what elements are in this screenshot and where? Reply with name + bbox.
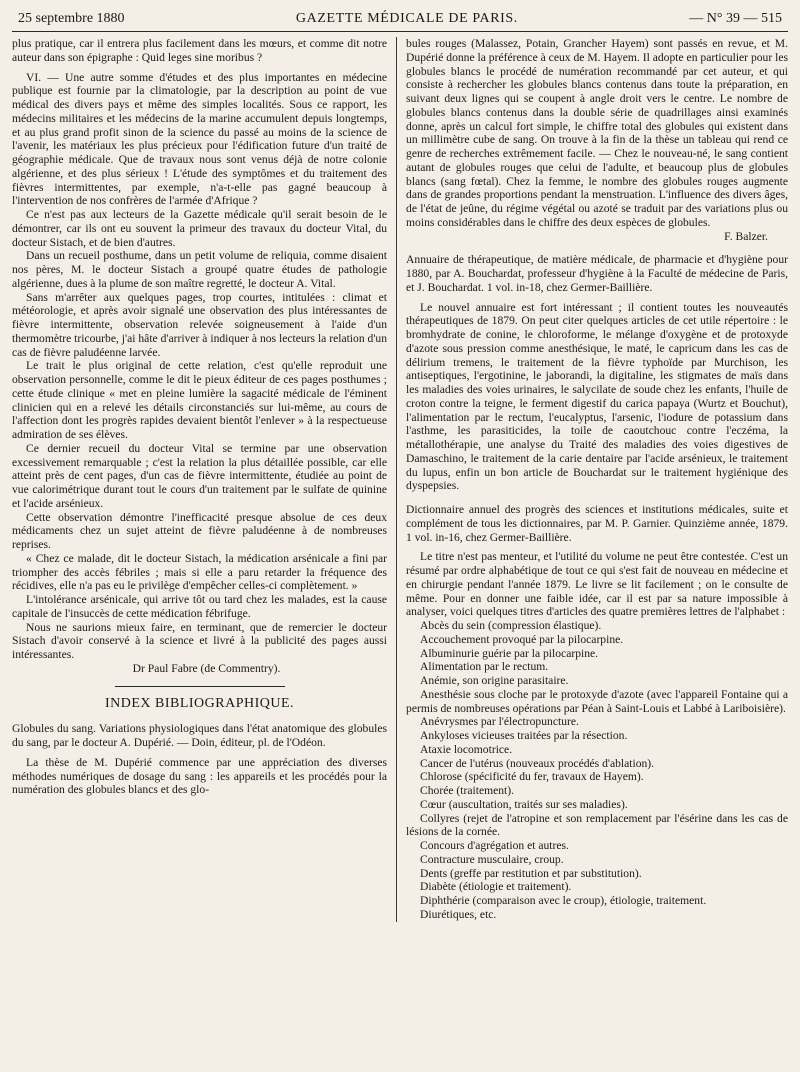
paragraph: L'intolérance arsénicale, qui arrive tôt ou tard chez les malades, est la cause capitale de l'insuccès de cette médication fébrifuge. bbox=[12, 593, 388, 620]
list-item: Concours d'agrégation et autres. bbox=[420, 839, 569, 852]
journal-title: GAZETTE MÉDICALE DE PARIS. bbox=[295, 11, 518, 26]
issue-number: — N° 39 — 515 bbox=[689, 11, 782, 26]
paragraph: Cette observation démontre l'inefficacité presque absolue de ces deux médicaments chez un sujet atteint de fièvre paludéenne à de nombreuses reprises. bbox=[12, 510, 388, 551]
paragraph: Ce dernier recueil du docteur Vital se termine par une observation excessivement remarquable ; c'est la relation la plus détaillée possible, car elle atteint près de cent pages, d'un cas de fièvre intermittente, étudiée au point de vue calorimétrique durant tout le cours d'un traitement par le sulfate de quinine et l'acide arsénieux. bbox=[12, 441, 388, 510]
list-item: Diabète (étiologie et traitement). bbox=[420, 880, 572, 894]
list-item: Accouchement provoqué par la pilocarpine. bbox=[420, 632, 624, 646]
paragraph: Le titre n'est pas menteur, et l'utilité du volume ne peut être contestée. C'est un résumé par ordre alphabétique de tout ce qui s'est fait de nouveau en médecine et en chirurgie pendant l'année 1879. Le livre se lit facilement ; on le consulte de même. Pour en donner une faible idée, car il est par sa nature impossible à analyser, voici quelques titres d'articles des quatre premières lettres de l'alphabet : bbox=[406, 550, 788, 619]
paragraph: Dans un recueil posthume, dans un petit volume de reliquia, comme disaient nos pères, M. le docteur Sistach a groupé quatre études de pathologie algérienne, dues à la plume de son maître regretté, le docteur A. Vital. bbox=[12, 249, 388, 290]
list-item: Diurétiques, etc. bbox=[420, 907, 497, 921]
section-divider bbox=[115, 686, 285, 687]
list-item: Abcès du sein (compression élastique). bbox=[420, 619, 602, 632]
bibliography-entry: Dictionnaire annuel des progrès des sciences et institutions médicales, suite et complément de tous les dictionnaires, par M. P. Garnier. Quinzième année, 1879. 1 vol. in-16, chez Germer-Baillière. bbox=[406, 503, 788, 544]
paragraph: plus pratique, car il entrera plus facilement dans les mœurs, et comme dit notre auteur dans son épigraphe : Quid leges sine moribus ? bbox=[12, 37, 388, 64]
list-item: Collyres (rejet de l'atropine et son remplacement par l'ésérine dans les cas de lésions de la cornée. bbox=[406, 811, 788, 839]
paragraph: Le trait le plus original de cette relation, c'est qu'elle reproduit une observation personnelle, comme le dit le pieux éditeur de ces pages posthumes ; cette étude clinique « met en pleine lumière la sagacité médicale de l'éminent clinicien qui en a relevé les détails circonstanciés sur lui-même, au cours de l'affection dont les progrès rapides devaient bientôt l'enlever » à la respectueuse admiration de ses élèves. bbox=[12, 359, 388, 441]
paragraph: bules rouges (Malassez, Potain, Grancher Hayem) sont passés en revue, et M. Dupérié donne la préférence à ceux de M. Hayem. Il adopte en particulier pour les globules blancs le procédé de numération recommandé par cet auteur, et qui consiste à rechercher les globules blancs contenus dans toute la préparation, en suivant deux lignes qui se coupent à angle droit vers le centre. Le nombre de globules blancs contenus dans la double série de quadrillages ainsi examinés donne, après un calcul fort simple, le chiffre total des globules qui existent dans un millimètre cube de sang. On trouve à la fin de la thèse un tableau qui rend ce genre de recherches extrêmement facile. — Chez le nouveau-né, le sang contient autant de globules rouges que celui de l'adulte, et beaucoup plus de globules blancs (sang fœtal). Chez la femme, le nombre des globules rouges augmente dans de grandes proportions pendant la menstruation. L'influence des divers âges, de l'état de jeûne, du régime végétal ou azoté se traduit par des variations plus ou moins considérables dans le chiffre des deux espèces de globules. bbox=[406, 37, 788, 229]
list-item: Cancer de l'utérus (nouveaux procédés d'ablation). bbox=[420, 756, 655, 770]
right-column bbox=[397, 37, 788, 922]
list-item: Anévrysmes par l'électropuncture. bbox=[420, 715, 579, 729]
article-title-list bbox=[406, 619, 788, 922]
list-item: Contracture musculaire, croup. bbox=[420, 852, 564, 866]
paragraph: Le nouvel annuaire est fort intéressant ; il contient toutes les nouveautés thérapeutiques de 1879. On peut citer quelques articles de cet utile répertoire : le bromhydrate de conine, le chloroforme, le mélange d'oxygène et de protoxyde d'azote sous pression comme anesthésique, le maté, le capricum dans les cas de délirium tremens, le traitement de la fièvre typhoïde par Murchison, les antiseptiques, l'ergotinine, le jaborandi, la digitaline, les stigmates de maïs dans les maladies des voies urinaires, le salycilate de soude chez les enfants, l'huile de croton contre la teigne, le ferment digestif du carica papaya (Wurtz et Bouchut), l'alimentation par le rectum, l'eucalyptus, l'arsenic, l'iodure de potassium dans l'asthme, les parasiticides, la toile de caoutchouc contre l'eczéma, la métallothérapie, une analyse du Traité des maladies des voies digestives de Damaschino, le traitement de la carie dentaire par l'acide arsénieux, le traitement du lupus, enfin un bon article de Bouchardat sur le traitement hygiénique des dyspepsies. bbox=[406, 300, 788, 493]
list-item: Ataxie locomotrice. bbox=[420, 742, 513, 756]
paragraph: Ce n'est pas aux lecteurs de la Gazette médicale qu'il serait besoin de le démontrer, car ils ont eu souvent la primeur des travaux du docteur Vital, du docteur Sistach, et de bien d'autres. bbox=[12, 208, 388, 249]
paragraph: La thèse de M. Dupérié commence par une appréciation des diverses méthodes numériques de dosage du sang : les appareils et les procédés pour la numération des globules blancs et des glo- bbox=[12, 755, 388, 797]
header-date: 25 septembre 1880 bbox=[18, 11, 125, 26]
left-column bbox=[12, 37, 397, 922]
list-item: Dents (greffe par restitution et par substitution). bbox=[420, 866, 642, 880]
list-item: Chorée (traitement). bbox=[420, 784, 515, 797]
list-item: Anémie, son origine parasitaire. bbox=[420, 674, 569, 687]
paragraph: VI. — Une autre somme d'études et des plus importantes en médecine publique est fournie par la climatologie, par la description au point de vue médical des divers pays et même des simples localités. Sous ce rapport, les médecins militaires et les médecins de la marine accumulent depuis longtemps, et au plus grand profit sinon de la science du passé au moins de la science de l'avenir, les matériaux les plus précieux pour l'édification future d'un traité de géographie médicale. Que de travaux nous sont venus déjà de notre colonie algérienne, et des plus sérieux ! L'étude des symptômes et du traitement des fièvres intermittentes, par exemple, n'a-t-elle pas gagné beaucoup à l'intervention de nos confrères de l'armée d'Afrique ? bbox=[12, 70, 388, 208]
paragraph: « Chez ce malade, dit le docteur Sistach, la médication arsénicale a fini par triompher des accès fébriles ; mais si elle a paru retarder la fréquence des récidives, elle n'a pas eu le privilège d'empêcher celles-ci complètement. » bbox=[12, 551, 388, 593]
author-signature: F. Balzer. bbox=[724, 229, 768, 243]
list-item: Ankyloses vicieuses traitées par la résection. bbox=[420, 729, 628, 742]
paragraph: Nous ne saurions mieux faire, en terminant, que de remercier le docteur Sistach d'avoir conservé à la science et livré à la publicité des pages aussi intéressantes. bbox=[12, 620, 388, 661]
list-item: Alimentation par le rectum. bbox=[420, 660, 549, 674]
paragraph: Sans m'arrêter aux quelques pages, trop courtes, intitulées : climat et météorologie, et après avoir signalé une observation des plus intéressantes de fièvre intermittente, observation relevée soigneusement à l'aide d'un thermomètre tricourbe, j'ai hâte d'arriver à indiquer à nos lecteurs la relation d'un cas de fièvre paludéenne larvée. bbox=[12, 290, 388, 359]
bibliography-entry: Annuaire de thérapeutique, de matière médicale, de pharmacie et d'hygiène pour 1880, par A. Bouchardat, professeur d'hygiène à la Faculté de médecine de Paris, et J. Bouchardat. 1 vol. in-18, chez Germer-Baillière. bbox=[406, 253, 788, 294]
two-columns bbox=[12, 37, 788, 922]
list-item: Chlorose (spécificité du fer, travaux de Hayem). bbox=[420, 770, 644, 784]
list-item: Anesthésie sous cloche par le protoxyde d'azote (avec l'appareil Fontaine qui a permis de nombreuses opérations par Péan à Saint-Louis et Labbé à Lariboisière). bbox=[406, 687, 788, 715]
bibliography-entry: Globules du sang. Variations physiologiques dans l'état anatomique des globules du sang, par le docteur A. Dupérié. — Doin, éditeur, pl. de l'Odéon. bbox=[12, 722, 388, 749]
list-item: Albuminurie guérie par la pilocarpine. bbox=[420, 646, 599, 660]
page-header bbox=[12, 10, 788, 32]
list-item: Diphthérie (comparaison avec le croup), étiologie, traitement. bbox=[420, 894, 707, 907]
author-signature: Dr Paul Fabre (de Commentry). bbox=[132, 661, 281, 675]
section-title: INDEX BIBLIOGRAPHIQUE. bbox=[104, 695, 295, 711]
list-item: Cœur (auscultation, traités sur ses maladies). bbox=[420, 797, 628, 811]
